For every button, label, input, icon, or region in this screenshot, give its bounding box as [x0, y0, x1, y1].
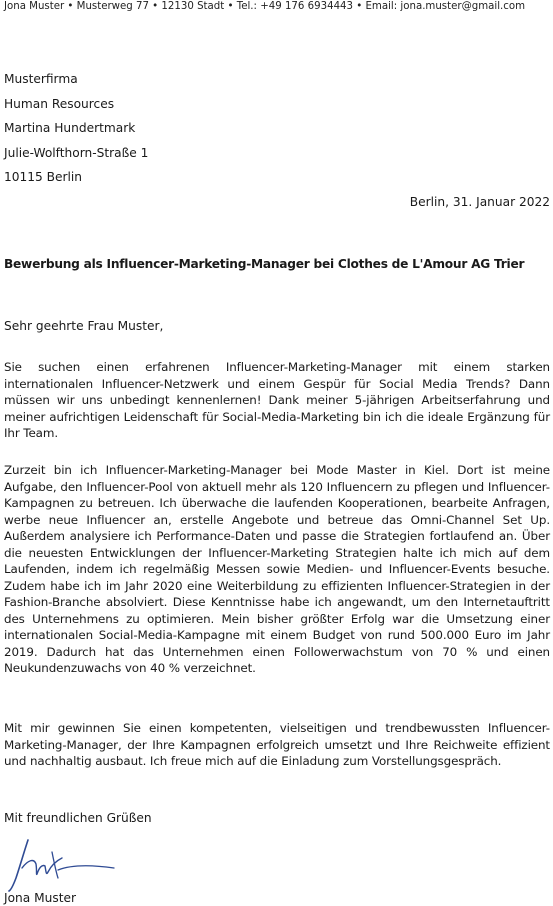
letter-subject: Bewerbung als Influencer-Marketing-Manager bei Clothes de L'Amour AG Trier	[4, 257, 525, 271]
sender-address-line: Jona Muster • Musterweg 77 • 12130 Stadt • Tel.: +49 176 6934443 • Email: jona.muster@gmail.com	[4, 1, 526, 12]
paragraph-intro: Sie suchen einen erfahrenen Influencer-Marketing-Manager mit einem starken internationalen Influencer-Netzwerk und einem Gespür für Social Media Trends? Dann müssen wir uns unbedingt kennenlernen! Dank meiner 5-jährigen Arbeitserfahrung und meiner aufrichtigen Leidenschaft für Social-Media-Marketing bin ich die ideale Ergänzung für Ihr Team.	[4, 360, 550, 440]
handwritten-signature-icon	[6, 838, 116, 892]
recipient-company: Musterfirma	[4, 72, 78, 86]
salutation: Sehr geehrte Frau Muster,	[4, 319, 164, 333]
letter-date: Berlin, 31. Januar 2022	[409, 195, 550, 209]
paragraph-experience: Zurzeit bin ich Influencer-Marketing-Manager bei Mode Master in Kiel. Dort ist meine Aufgabe, den Influencer-Pool von aktuell mehr als 120 Influencern zu pflegen und Influencer-Kampagnen zu betreuen. Ich überwache die laufenden Kooperationen, bearbeite Anfragen, werbe neue Influencer an, erstelle Angebote und betreue das Omni-Channel Set Up. Außerdem analysiere ich Performance-Daten und passe die Strategien fortlaufend an. Über die neuesten Entwicklungen der Influencer-Marketing Strategien halte ich mich auf dem Laufenden, indem ich regelmäßig Messen sowie Medien- und Influencer-Events besuche. Zudem habe ich im Jahr 2020 eine Weiterbildung zu effizienten Influencer-Strategien in der Fashion-Branche absolviert. Diese Kenntnisse habe ich angewandt, um den Internetauftritt des Unternehmens zu optimieren. Mein bisher größter Erfolg war die Umsetzung einer internationalen Social-Media-Kampagne mit einem Budget von rund 500.000 Euro im Jahr 2019. Dadurch hat das Unternehmen einen Followerwachstum von 70 % und einen Neukundenzuwachs von 40 % verzeichnet.	[4, 463, 550, 675]
signer-name: Jona Muster	[4, 891, 76, 905]
recipient-contact: Martina Hundertmark	[4, 121, 136, 135]
recipient-city: 10115 Berlin	[4, 170, 83, 184]
recipient-department: Human Resources	[4, 96, 115, 111]
recipient-address-block	[4, 70, 148, 193]
paragraph-conclusion: Mit mir gewinnen Sie einen kompetenten, vielseitigen und trendbewussten Influencer-Marketing-Manager, der Ihre Kampagnen erfolgreich umsetzt und Ihre Reichweite effizient und nachhaltig ausbaut. Ich freue mich auf die Einladung zum Vorstellungsgespräch.	[4, 721, 550, 768]
closing-phrase: Mit freundlichen Grüßen	[4, 811, 152, 825]
recipient-street: Julie-Wolfthorn-Straße 1	[4, 145, 149, 160]
